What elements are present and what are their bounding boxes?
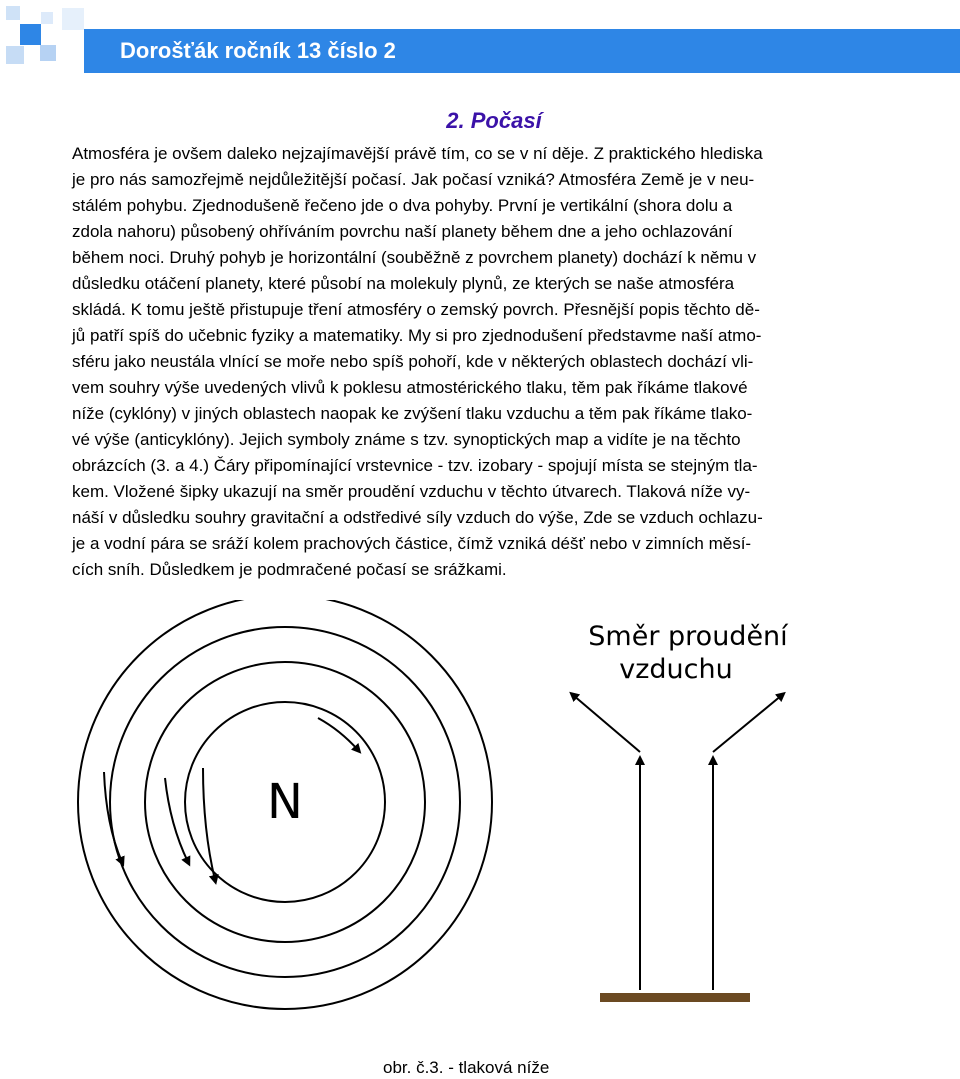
body-line: je pro nás samozřejmě nejdůležitější počasí. Jak počasí vzniká? Atmosféra Země je v neu- [72,170,755,189]
body-line: kem. Vložené šipky ukazují na směr proudění vzduchu v těchto útvarech. Tlaková níže vy- [72,482,751,501]
decor-square [62,8,84,30]
airflow-arrow [573,695,640,752]
body-line: je a vodní pára se sráží kolem prachových částice, čímž vzniká déšť nebo v zimních měsí- [72,534,752,553]
body-line: sféru jako neustála vlnící se moře nebo spíš pohoří, kde v některých oblastech dochází vli- [72,352,754,371]
decor-square [41,12,53,24]
page-header [0,0,960,100]
decor-square [40,45,56,61]
body-line: skládá. K tomu ještě přistupuje tření atmosféry o zemský povrch. Přesnější popis těchto dě- [72,300,760,319]
circulation-arrow [165,778,188,862]
low-pressure-figure [0,600,960,1060]
center-label: N [267,774,303,830]
body-line: stálém pohybu. Zjednodušeně řečeno jde o dva pohyby. První je vertikální (shora dolu a [72,196,733,215]
airflow-arrow [713,695,782,752]
body-line: jů patří spíš do učebnic fyziky a matematiky. My si pro zjednodušení představme naší atmo- [72,326,762,345]
decor-square [6,46,24,64]
decor-square [20,24,41,45]
article-body [72,141,892,583]
body-line: náší v důsledku souhry gravitační a odstředivé síly vzduch do výše, Zde se vzduch ochlazu- [72,508,763,527]
airflow-label: vzduchu [619,654,733,685]
body-line: vem souhry výše uvedených vlivů k poklesu atmostérického tlaku, těm pak říkáme tlakové [72,378,748,397]
body-line: během noci. Druhý pohyb je horizontální (souběžně z povrchem planety) dochází k němu v [72,248,757,267]
body-line: obrázcích (3. a 4.) Čáry připomínající vrstevnice - tzv. izobary - spojují místa se stejným tla- [72,456,758,475]
circulation-arrow [104,772,122,862]
decor-square [6,6,20,20]
body-line: zdola nahoru) působený ohříváním povrchu naší planety během dne a jeho ochlazování [72,222,733,241]
circulation-arrow [318,718,358,750]
body-line: vé výše (anticyklóny). Jejich symboly známe s tzv. synoptických map a vidíte je na těchto [72,430,741,449]
airflow-label: Směr proudění [588,621,788,652]
body-line: důsledku otáčení planety, které působí na molekuly plynů, ze kterých se naše atmosféra [72,274,735,293]
header-title: Dorošťák ročník 13 číslo 2 [84,29,960,73]
body-line: Atmosféra je ovšem daleko nejzajímavější právě tím, co se v ní děje. Z praktického hlediska [72,144,763,163]
figure-caption: obr. č.3. - tlaková níže [383,1058,550,1077]
body-line: níže (cyklóny) v jiných oblastech naopak ke zvýšení tlaku vzduchu a těm pak říkáme tlako- [72,404,753,423]
body-line: cích sníh. Důsledkem je podmračené počasí se srážkami. [72,560,507,579]
ground-surface [600,993,750,1002]
article-title: 2. Počasí [446,108,542,133]
